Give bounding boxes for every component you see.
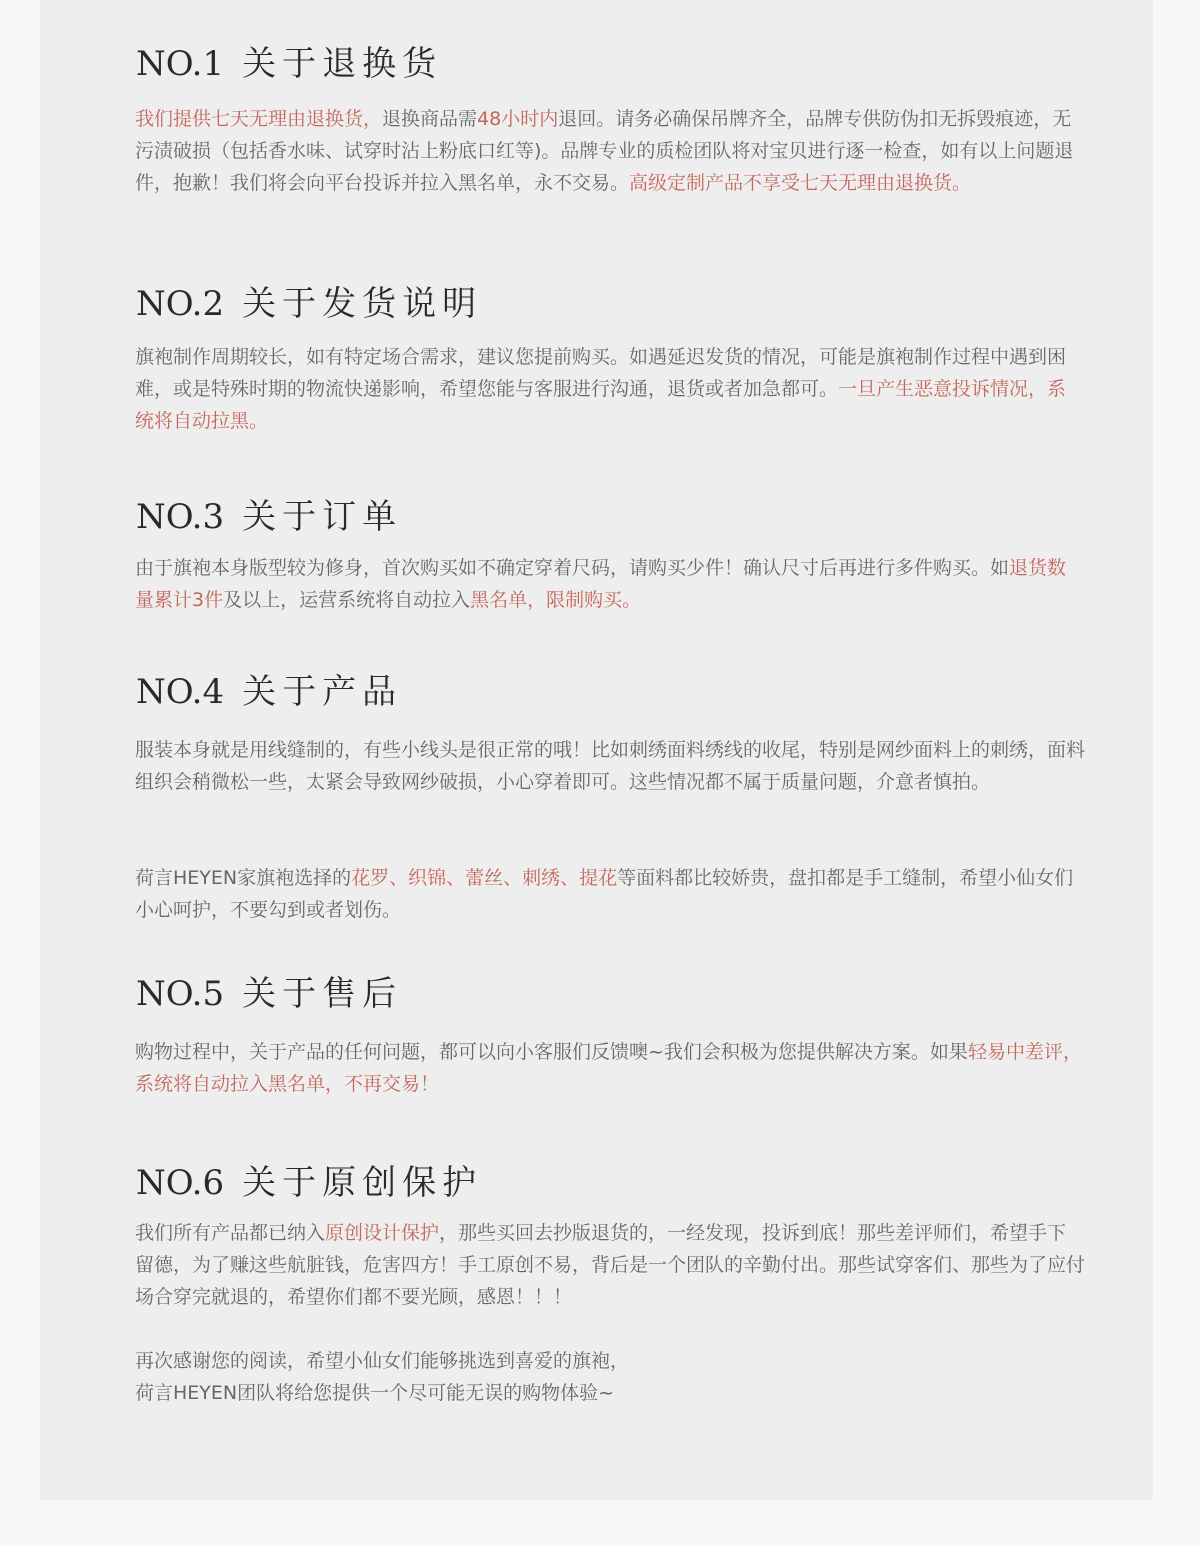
section-heading: 关于产品 (242, 672, 403, 712)
fabric-list-highlight: 花罗、织锦、蕾丝、刺绣、提花 (351, 867, 618, 889)
policy-text: 退回。请务必确保吊牌齐全，品牌专供防伪扣无拆毁痕迹，无污渍破损（包括香水味、试穿时沾上粉底口红等)。品牌专业的质检团队将对宝贝进行逐一检查，如有以上问题退件，抱歉！我们将会向平台投诉并拉入黑名单，永不交易。 (135, 108, 1074, 194)
section-4-paragraph-2 (135, 862, 1085, 926)
section-6-title (136, 1163, 482, 1203)
section-1-title (136, 44, 442, 84)
section-6-paragraph-1 (135, 1217, 1085, 1313)
section-heading: 关于原创保护 (242, 1163, 483, 1203)
policy-highlight: 一旦产生恶意投诉情况，系统将自动拉黑。 (135, 378, 1067, 432)
policy-highlight: 黑名单，限制购买。 (470, 589, 642, 611)
section-heading: 关于发货说明 (242, 284, 483, 324)
policy-highlight: 高级定制产品不享受七天无理由退换货。 (629, 172, 972, 194)
closing-text: 再次感谢您的阅读，希望小仙女们能够挑选到喜爱的旗袍， (135, 1350, 630, 1372)
closing-line-2 (135, 1377, 1085, 1409)
section-2-title (136, 284, 482, 324)
section-4-title (136, 672, 402, 712)
policy-text: 荷言HEYEN家旗袍选择的 (135, 867, 352, 889)
policy-text: 退换商品需 (382, 108, 478, 130)
policy-text: 服装本身就是用线缝制的，有些小线头是很正常的哦！比如刺绣面料绣线的收尾，特别是网纱面料上的刺绣，面料组织会稍微松一些，太紧会导致网纱破损，小心穿着即可。这些情况都不属于质量问题，介意者慎拍。 (135, 739, 1086, 793)
section-number: NO.1 (136, 44, 225, 84)
section-4-paragraph-1 (135, 734, 1085, 798)
policy-text: 我们所有产品都已纳入 (135, 1222, 326, 1244)
section-5-title (136, 974, 402, 1014)
section-3-paragraph (135, 552, 1085, 616)
closing-text: 荷言HEYEN团队将给您提供一个尽可能无误的购物体验~ (135, 1382, 615, 1404)
section-number: NO.5 (136, 974, 225, 1014)
policy-highlight: 轻易中差评，系统将自动拉入黑名单，不再交易！ (135, 1041, 1082, 1095)
policy-text: 等面料都比较娇贵，盘扣都是手工缝制，希望小仙女们小心呵护，不要勾到或者划伤。 (135, 867, 1074, 921)
section-3-title (136, 497, 402, 537)
policy-text: 及以上，运营系统将自动拉入 (223, 589, 471, 611)
section-heading: 关于订单 (242, 497, 403, 537)
section-5-paragraph (135, 1036, 1085, 1100)
section-heading: 关于售后 (242, 974, 403, 1014)
policy-text: ，那些买回去抄版退货的，一经发现，投诉到底！那些差评师们，希望手下留德，为了赚这些航脏钱，危害四方！手工原创不易，背后是一个团队的辛勤付出。那些试穿客们、那些为了应付场合穿完就退的，希望你们都不要光顾，感恩！！！ (135, 1222, 1086, 1308)
section-number: NO.4 (136, 672, 225, 712)
section-number: NO.6 (136, 1163, 225, 1203)
policy-highlight: 退货数量累计3件 (135, 557, 1067, 611)
policy-text: 由于旗袍本身版型较为修身，首次购买如不确定穿着尺码，请购买少件！确认尺寸后再进行多件购买。如 (135, 557, 1010, 579)
section-2-paragraph (135, 341, 1085, 437)
policy-text: 购物过程中，关于产品的任何问题，都可以向小客服们反馈噢~我们会积极为您提供解决方案。如果 (135, 1041, 968, 1063)
policy-text: 旗袍制作周期较长，如有特定场合需求，建议您提前购买。如遇延迟发货的情况，可能是旗袍制作过程中遇到困难，或是特殊时期的物流快递影响，希望您能与客服进行沟通，退货或者加急都可。 (135, 346, 1067, 400)
section-heading: 关于退换货 (242, 44, 443, 84)
policy-highlight: 原创设计保护 (325, 1222, 440, 1244)
section-1-paragraph (135, 103, 1085, 199)
section-number: NO.2 (136, 284, 225, 324)
closing-line-1 (135, 1345, 1085, 1377)
policy-highlight: 48小时内 (477, 108, 559, 130)
policy-highlight: 我们提供七天无理由退换货， (135, 108, 383, 130)
section-number: NO.3 (136, 497, 225, 537)
